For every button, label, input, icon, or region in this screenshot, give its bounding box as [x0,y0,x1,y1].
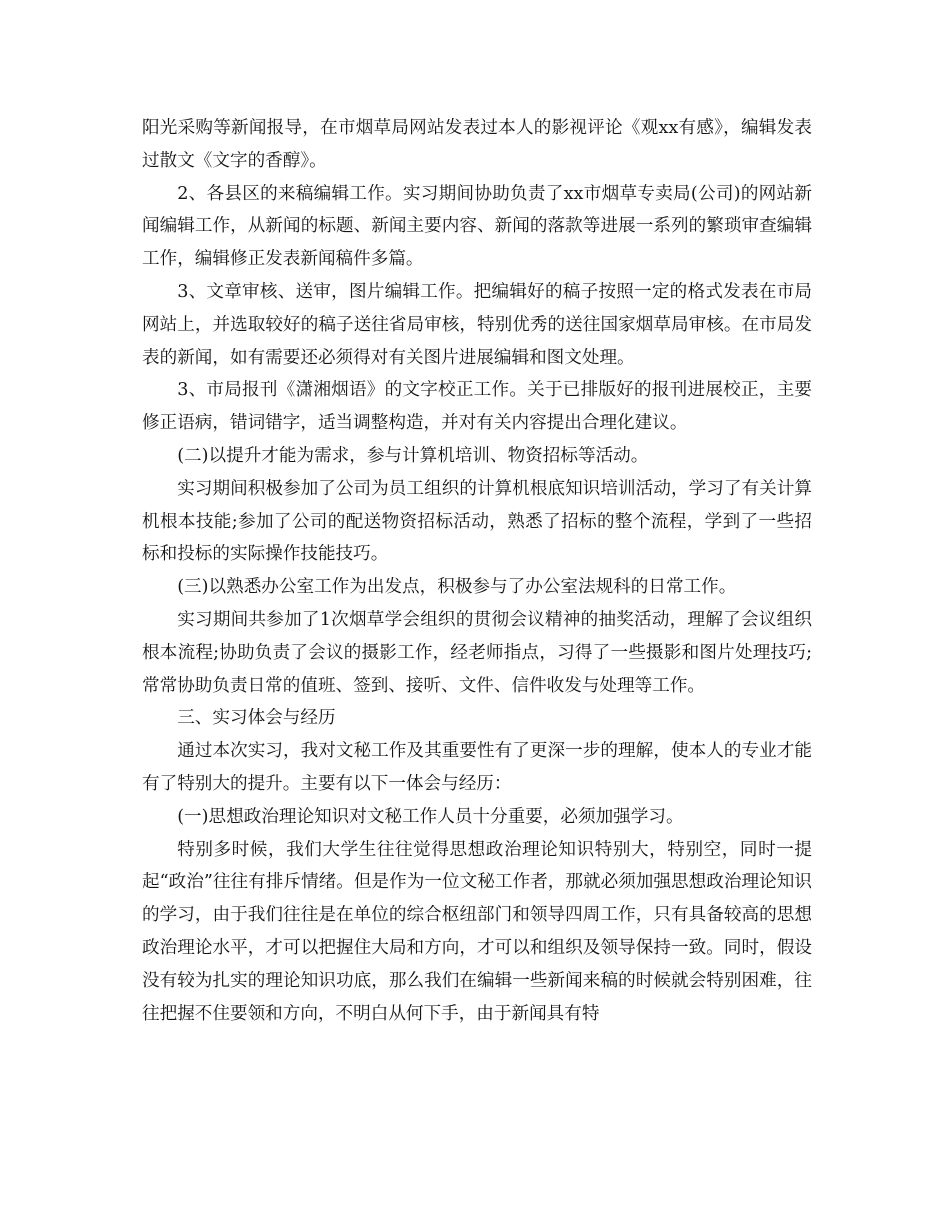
document-body [142,112,812,1030]
section-heading-2: (二)以提升才能为需求，参与计算机培训、物资招标等活动。 [177,445,649,466]
chapter-heading: 三、实习体会与经历 [177,708,336,729]
paragraph-5: 实习期间积极参加了公司为员工组织的计算机根底知识培训活动，学习了有关计算机根本技能;参加了公司的配送物资招标活动，熟悉了招标的整个流程，学到了一些招标和投标的实际操作技能技巧。 [142,478,812,565]
paragraph-6: 实习期间共参加了1次烟草学会组织的贯彻会议精神的抽奖活动，理解了会议组织根本流程;协助负责了会议的摄影工作，经老师指点，习得了一些摄影和图片处理技巧;常常协助负责日常的值班、签到、接听、文件、信件收发与处理等工作。 [142,609,812,696]
paragraph-4: 3、市局报刊《潇湘烟语》的文字校正工作。关于已排版好的报刊进展校正，主要修正语病，错词错字，适当调整构造，并对有关内容提出合理化建议。 [142,380,812,434]
section-heading-1: (一)思想政治理论知识对文秘工作人员十分重要，必须加强学习。 [177,806,684,827]
paragraph-1: 阳光采购等新闻报导，在市烟草局网站发表过本人的影视评论《观xx有感》，编辑发表过散文《文字的香醇》。 [142,118,812,171]
section-heading-3: (三)以熟悉办公室工作为出发点，积极参与了办公室法规科的日常工作。 [177,577,737,598]
paragraph-3: 3、文章审核、送审，图片编辑工作。把编辑好的稿子按照一定的格式发表在市局网站上，并选取较好的稿子送往省局审核，特别优秀的送往国家烟草局审核。在市局发表的新闻，如有需要还必须得对有关图片进展编辑和图文处理。 [142,281,812,368]
paragraph-2: 2、各县区的来稿编辑工作。实习期间协助负责了xx市烟草专卖局(公司)的网站新闻编辑工作，从新闻的标题、新闻主要内容、新闻的落款等进展一系列的繁琐审查编辑工作，编辑修正发表新闻稿件多篇。 [142,183,812,270]
paragraph-8: 特别多时候，我们大学生往往觉得思想政治理论知识特别大，特别空，同时一提起“政治”往往有排斥情绪。但是作为一位文秘工作者，那就必须加强思想政治理论知识的学习，由于我们往往是在单位的综合枢纽部门和领导四周工作，只有具备较高的思想政治理论水平，才可以把握住大局和方向，才可以和组织及领导保持一致。同时，假设没有较为扎实的理论知识功底，那么我们在编辑一些新闻来稿的时候就会特别困难，往往把握不住要领和方向，不明白从何下手，由于新闻具有特 [142,839,812,1024]
paragraph-7: 通过本次实习，我对文秘工作及其重要性有了更深一步的理解，使本人的专业才能有了特别大的提升。主要有以下一体会与经历： [142,741,812,794]
